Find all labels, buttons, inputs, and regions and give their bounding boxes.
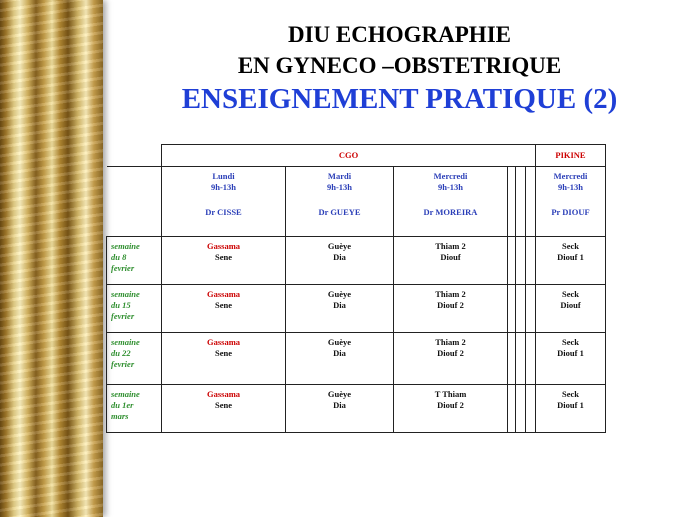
spacer-cell bbox=[516, 333, 526, 385]
cell-mardi: Guèye Dia bbox=[286, 333, 394, 385]
spacer-cell bbox=[508, 333, 516, 385]
title-line-2: EN GYNECO –OBSTETRIQUE bbox=[237, 53, 562, 78]
column-header-mercredi bbox=[394, 167, 508, 237]
cell-mercredi: Thiam 2 Diouf bbox=[394, 237, 508, 285]
column-hours: 9h-13h bbox=[557, 182, 584, 192]
group-header-cgo: CGO bbox=[162, 145, 536, 167]
cell-mercredi: T Thiam Diouf 2 bbox=[394, 385, 508, 433]
week-label: semaine du 8 fevrier bbox=[107, 237, 162, 285]
column-hours: 9h-13h bbox=[210, 182, 237, 192]
title-line-1: DIU ECHOGRAPHIE bbox=[288, 22, 511, 47]
column-day: Mardi bbox=[327, 171, 352, 181]
title-line-3: ENSEIGNEMENT PRATIQUE (2) bbox=[181, 83, 618, 115]
column-header-lundi bbox=[162, 167, 286, 237]
column-header-mardi bbox=[286, 167, 394, 237]
spacer-cell bbox=[516, 237, 526, 285]
cell-pikine: Seck Diouf 1 bbox=[536, 333, 606, 385]
cell-lundi: Gassama Sene bbox=[162, 237, 286, 285]
cell-mardi: Guèye Dia bbox=[286, 385, 394, 433]
spacer-cell bbox=[508, 285, 516, 333]
week-label: semaine du 15 fevrier bbox=[107, 285, 162, 333]
spacer-cell bbox=[526, 333, 536, 385]
schedule-table bbox=[106, 144, 606, 433]
spacer-cell bbox=[508, 385, 516, 433]
column-day: Mercredi bbox=[553, 171, 588, 181]
column-day: Lundi bbox=[212, 171, 235, 181]
column-doctor: Dr CISSE bbox=[205, 207, 242, 217]
column-day: Mercredi bbox=[433, 171, 468, 181]
week-label: semaine du 1er mars bbox=[107, 385, 162, 433]
cell-lundi: Gassama Sene bbox=[162, 333, 286, 385]
cell-mercredi: Thiam 2 Diouf 2 bbox=[394, 333, 508, 385]
spacer-column bbox=[508, 167, 516, 237]
cell-pikine: Seck Diouf bbox=[536, 285, 606, 333]
column-doctor: Dr MOREIRA bbox=[423, 207, 478, 217]
column-hours: 9h-13h bbox=[437, 182, 464, 192]
cell-lundi: Gassama Sene bbox=[162, 385, 286, 433]
spacer-cell bbox=[516, 285, 526, 333]
corner-empty-2 bbox=[107, 167, 162, 237]
spacer-column bbox=[526, 167, 536, 237]
cell-mardi: Guèye Dia bbox=[286, 285, 394, 333]
group-header-pikine: PIKINE bbox=[536, 145, 606, 167]
cell-pikine: Seck Diouf 1 bbox=[536, 237, 606, 285]
column-header-pikine-mercredi bbox=[536, 167, 606, 237]
table-row bbox=[107, 237, 606, 285]
table-row bbox=[107, 333, 606, 385]
spacer-cell bbox=[526, 237, 536, 285]
cell-mercredi: Thiam 2 Diouf 2 bbox=[394, 285, 508, 333]
spacer-cell bbox=[526, 285, 536, 333]
spacer-column bbox=[516, 167, 526, 237]
table-row bbox=[107, 385, 606, 433]
cell-lundi: Gassama Sene bbox=[162, 285, 286, 333]
spacer-cell bbox=[516, 385, 526, 433]
week-label: semaine du 22 fevrier bbox=[107, 333, 162, 385]
table-row bbox=[107, 285, 606, 333]
column-doctor: Dr GUEYE bbox=[318, 207, 361, 217]
cell-pikine: Seck Diouf 1 bbox=[536, 385, 606, 433]
column-doctor: Pr DIOUF bbox=[551, 207, 590, 217]
corner-empty bbox=[107, 145, 162, 167]
decorative-gold-column bbox=[0, 0, 103, 517]
spacer-cell bbox=[508, 237, 516, 285]
cell-mardi: Guèye Dia bbox=[286, 237, 394, 285]
column-hours: 9h-13h bbox=[326, 182, 353, 192]
spacer-cell bbox=[526, 385, 536, 433]
